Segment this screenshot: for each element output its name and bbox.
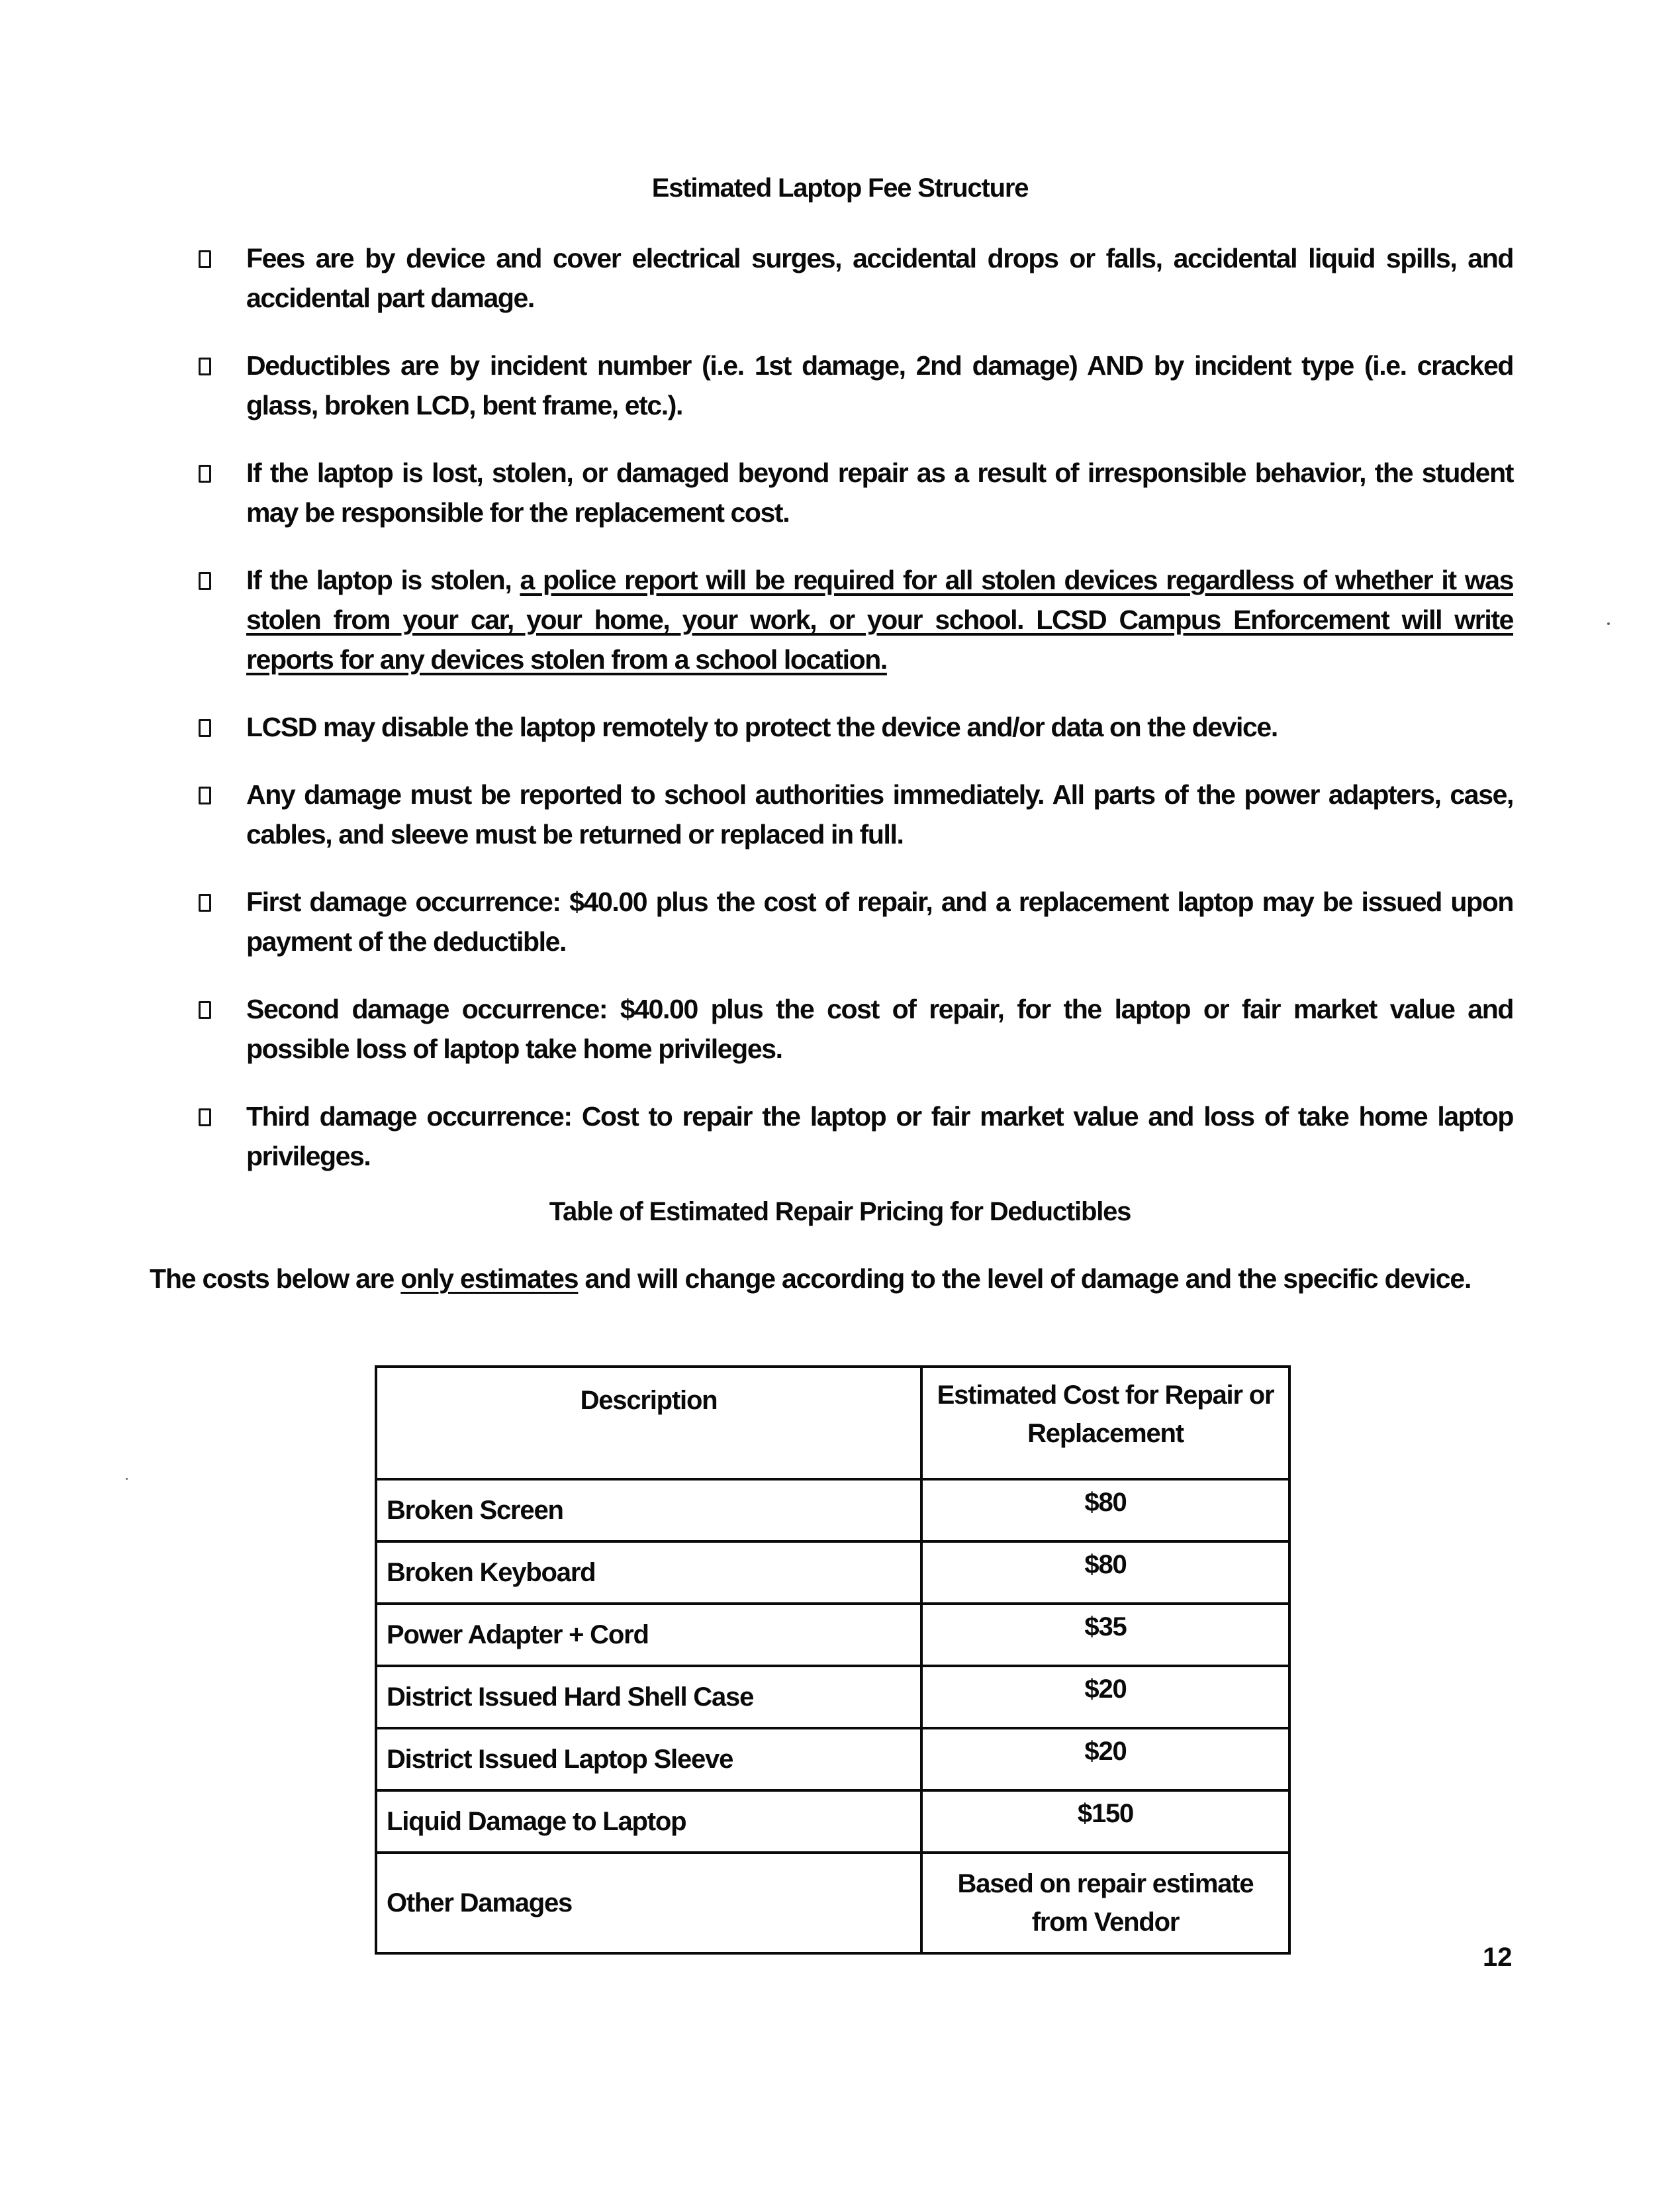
row-cost: $80 xyxy=(921,1479,1289,1541)
row-description: Power Adapter + Cord xyxy=(376,1604,921,1666)
column-header-description: Description xyxy=(376,1367,921,1479)
row-cost: $80 xyxy=(921,1541,1289,1604)
table-row xyxy=(376,1541,1289,1604)
row-cost: $35 xyxy=(921,1604,1289,1666)
table-row xyxy=(376,1479,1289,1541)
table-title: Table of Estimated Repair Pricing for Deductibles xyxy=(549,1197,1131,1226)
row-cost: $150 xyxy=(921,1790,1289,1853)
intro-emphasis: only estimates xyxy=(400,1263,579,1294)
table-row xyxy=(376,1728,1289,1790)
bullet-text: LCSD may disable the laptop remotely to protect the device and/or data on the device. xyxy=(246,712,1278,742)
scan-speck xyxy=(126,1478,128,1480)
table-row xyxy=(376,1853,1289,1953)
row-description: District Issued Laptop Sleeve xyxy=(376,1728,921,1790)
bullet-item xyxy=(196,238,1513,318)
checkbox-icon xyxy=(199,1108,211,1126)
intro-text: The costs below are xyxy=(150,1263,401,1294)
checkbox-icon xyxy=(199,894,211,912)
page-number: 12 xyxy=(1483,1943,1513,1972)
fee-bullet-list xyxy=(196,238,1513,1204)
bullet-item xyxy=(196,707,1513,747)
checkbox-icon xyxy=(199,1001,211,1019)
bullet-text: Deductibles are by incident number (i.e. 1st damage, 2nd damage) AND by incident type (i.e. cracked glass, broken LCD, bent frame, etc.). xyxy=(246,350,1513,420)
table-row xyxy=(376,1790,1289,1853)
row-description: Broken Screen xyxy=(376,1479,921,1541)
checkbox-icon xyxy=(199,719,211,737)
bullet-text: First damage occurrence: $40.00 plus the cost of repair, and a replacement laptop may be issued upon payment of the deductible. xyxy=(246,887,1513,957)
row-description: District Issued Hard Shell Case xyxy=(376,1666,921,1728)
bullet-text: Third damage occurrence: Cost to repair the laptop or fair market value and loss of take home laptop privileges. xyxy=(246,1101,1513,1171)
checkbox-icon xyxy=(199,465,211,483)
table-row xyxy=(376,1604,1289,1666)
row-cost: $20 xyxy=(921,1728,1289,1790)
bullet-item xyxy=(196,989,1513,1069)
bullet-item xyxy=(196,1096,1513,1176)
bullet-text: Any damage must be reported to school authorities immediately. All parts of the power adapters, case, cables, and sleeve must be returned or replaced in full. xyxy=(246,779,1513,850)
table-intro xyxy=(150,1258,1512,1299)
intro-text: and will change according to the level of damage and the specific device. xyxy=(578,1263,1471,1294)
bullet-text: If the laptop is stolen, xyxy=(246,565,520,595)
page-title: Estimated Laptop Fee Structure xyxy=(651,173,1029,203)
bullet-item-stolen xyxy=(196,560,1513,679)
table-row xyxy=(376,1666,1289,1728)
checkbox-icon xyxy=(199,787,211,804)
row-description: Broken Keyboard xyxy=(376,1541,921,1604)
bullet-text: Fees are by device and cover electrical surges, accidental drops or falls, accidental liquid spills, and accidental part damage. xyxy=(246,243,1513,313)
bullet-item xyxy=(196,882,1513,961)
table-header-row xyxy=(376,1367,1289,1479)
bullet-item xyxy=(196,453,1513,532)
checkbox-icon xyxy=(199,572,211,590)
police-report-requirement: a police report will be required for all stolen devices regardless of whether it was stolen from your car, your home, your work, or your school. LCSD Campus Enforcement will write reports for any devices stolen from a school location. xyxy=(246,565,1513,675)
scan-speck xyxy=(1607,622,1610,625)
bullet-text: Second damage occurrence: $40.00 plus the cost of repair, for the laptop or fair market value and possible loss of laptop take home privileges. xyxy=(246,994,1513,1064)
row-description: Liquid Damage to Laptop xyxy=(376,1790,921,1853)
row-cost: Based on repair estimate from Vendor xyxy=(921,1853,1289,1953)
bullet-item xyxy=(196,346,1513,425)
column-header-cost: Estimated Cost for Repair or Replacement xyxy=(921,1367,1289,1479)
row-cost: $20 xyxy=(921,1666,1289,1728)
row-description: Other Damages xyxy=(376,1853,921,1953)
checkbox-icon xyxy=(199,250,211,268)
repair-pricing-table xyxy=(375,1365,1291,1955)
bullet-item xyxy=(196,775,1513,854)
checkbox-icon xyxy=(199,358,211,375)
bullet-text: If the laptop is lost, stolen, or damaged beyond repair as a result of irresponsible behavior, the student may be responsible for the replacement cost. xyxy=(246,458,1513,528)
